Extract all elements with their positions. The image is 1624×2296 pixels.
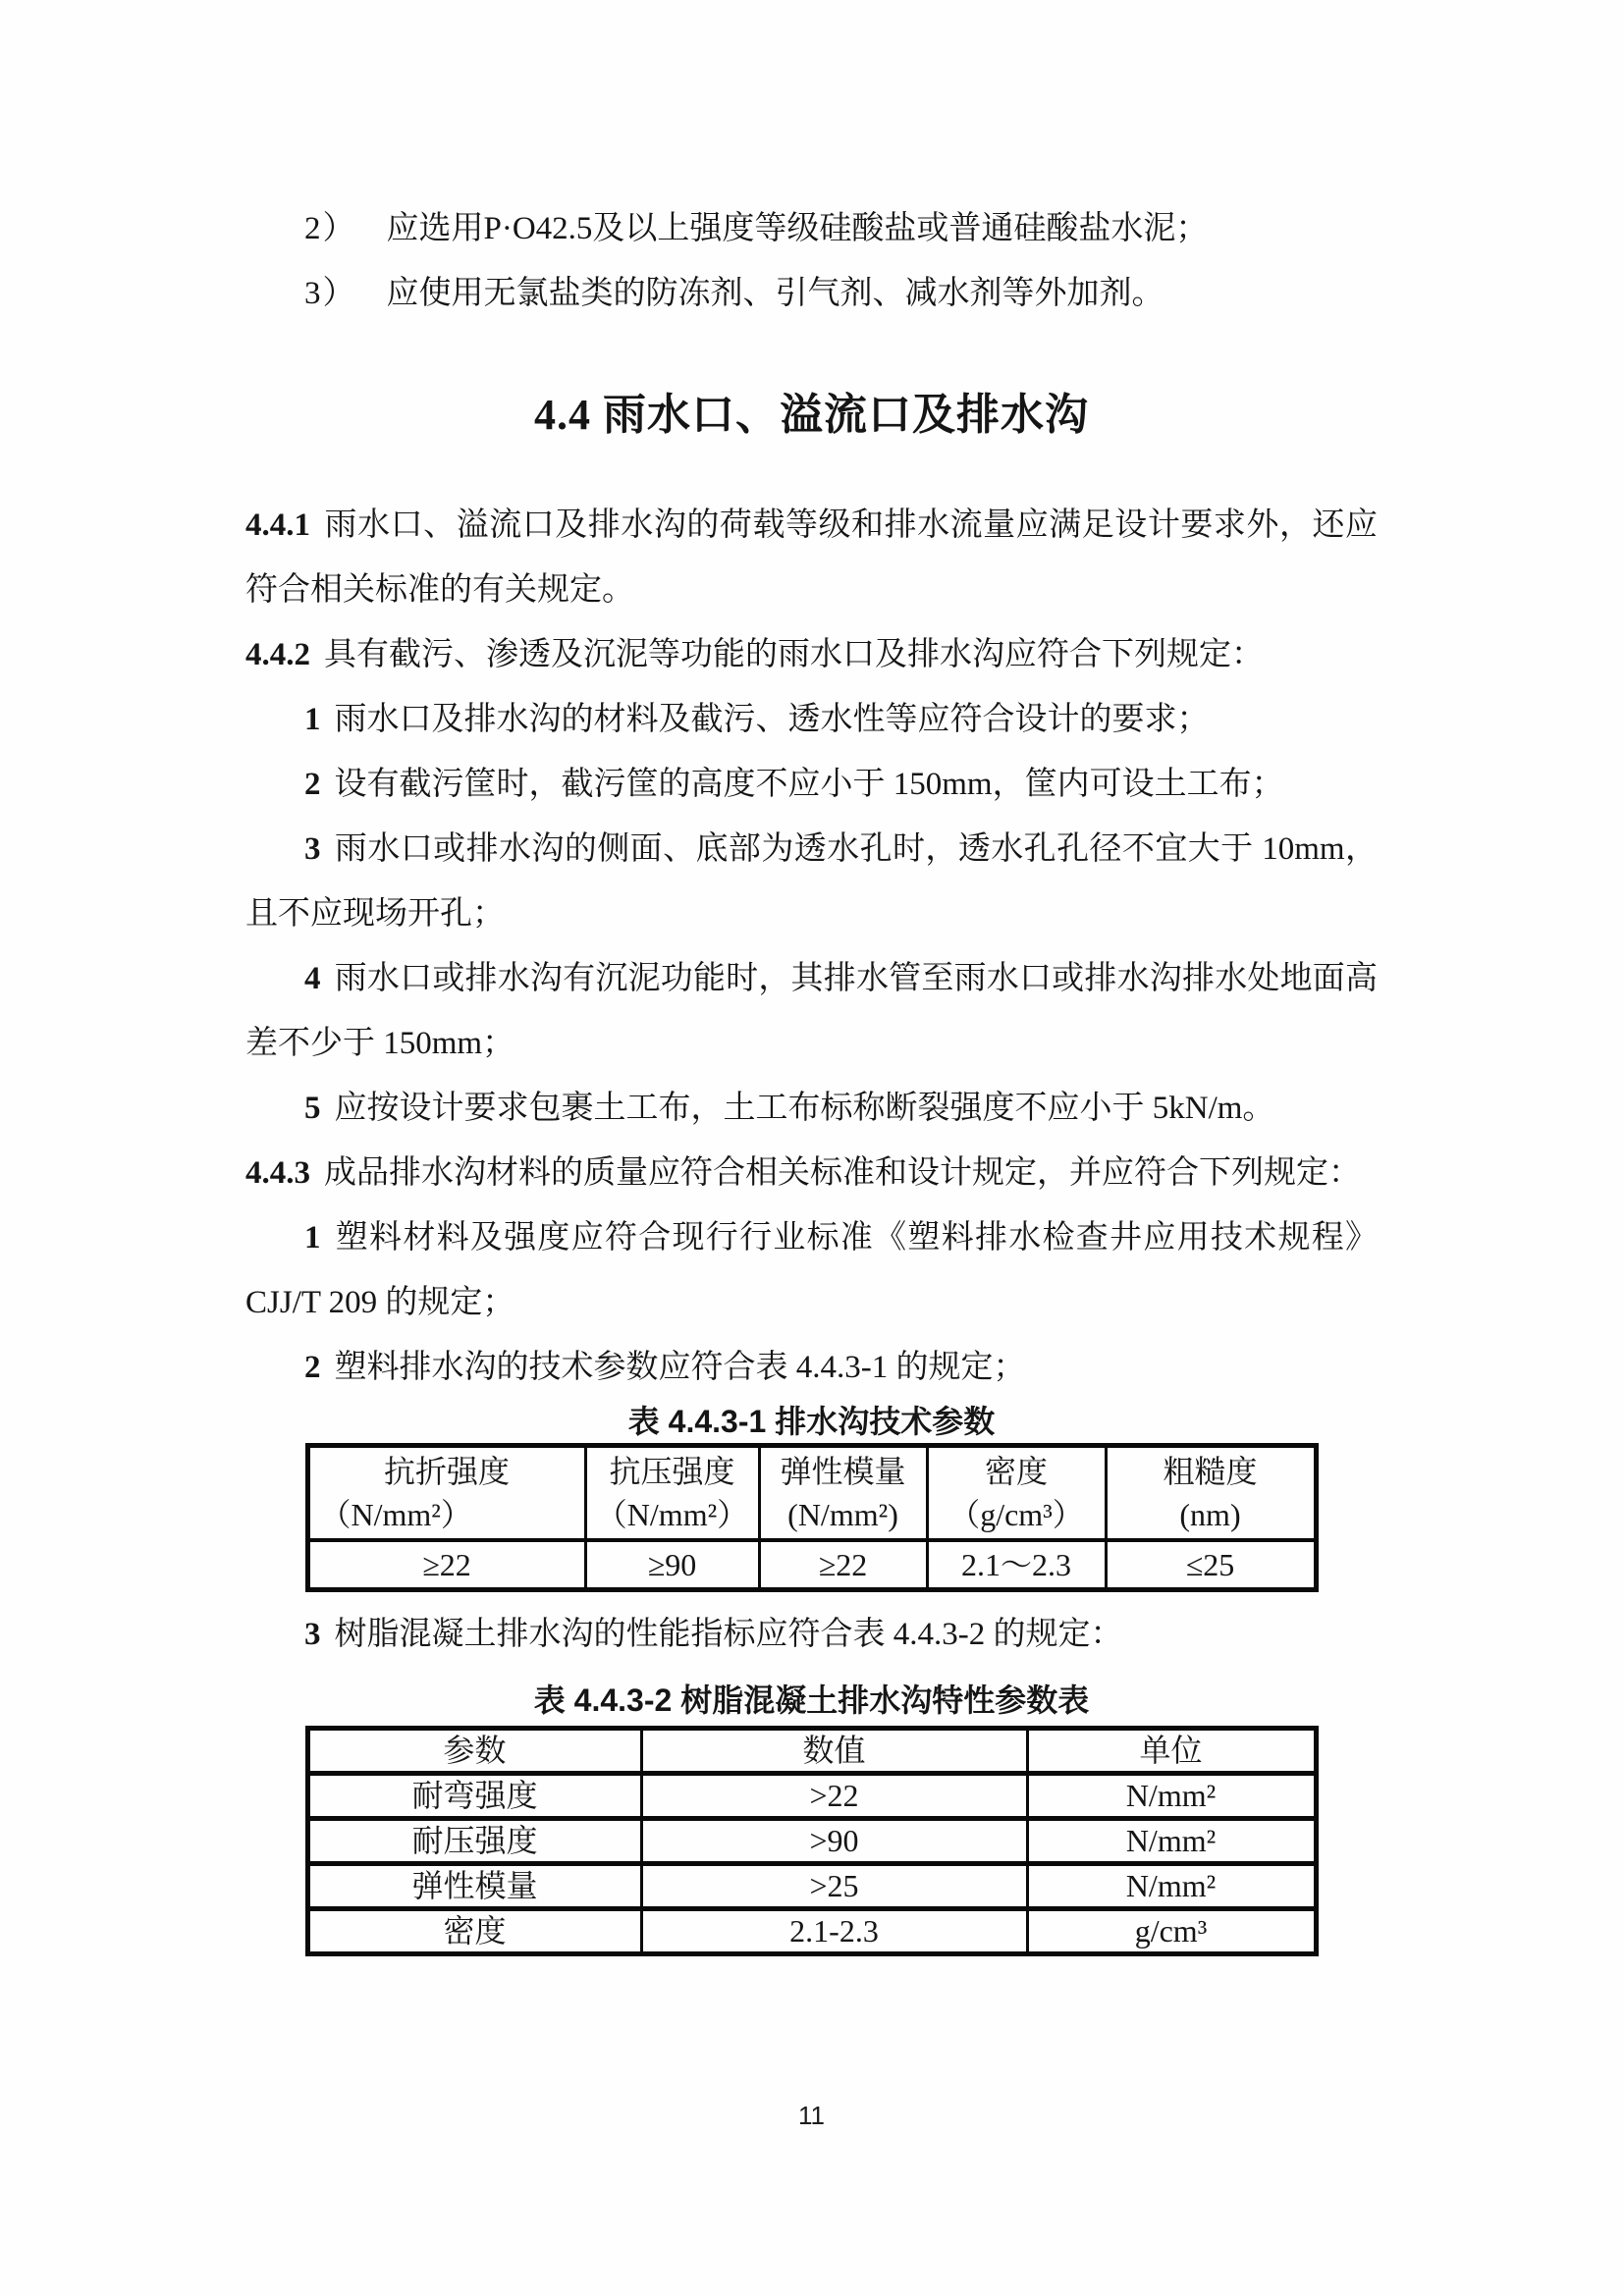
value-cell: ≥22 — [307, 1540, 585, 1590]
sub-item-number: 5 — [304, 1091, 321, 1126]
resin-concrete-params-table — [305, 1726, 1319, 1956]
param-cell: 密度 — [307, 1909, 641, 1954]
clause-4-4-1 — [245, 493, 1378, 622]
table-value-row — [307, 1540, 1316, 1590]
clause-number: 4.4.1 — [245, 507, 310, 543]
header-cell: 参数 — [307, 1729, 641, 1774]
clause-4-4-2 — [245, 622, 1378, 687]
clause-text: 具有截污、渗透及沉泥等功能的雨水口及排水沟应符合下列规定： — [324, 637, 1264, 672]
list-item-marker: 2） — [304, 211, 357, 246]
value-cell: >25 — [641, 1864, 1027, 1909]
value-cell: 2.1～2.3 — [927, 1540, 1106, 1590]
list-item-marker: 3） — [304, 276, 357, 311]
sub-item-number: 1 — [304, 702, 321, 737]
value-cell: ≥22 — [759, 1540, 927, 1590]
clause-text: 雨水口、溢流口及排水沟的荷载等级和排水流量应满足设计要求外，还应符合相关标准的有关规定。 — [245, 507, 1378, 608]
sub-item-3 — [245, 1602, 1378, 1667]
sub-item-5 — [245, 1076, 1378, 1141]
value-cell: 2.1-2.3 — [641, 1909, 1027, 1954]
table-2-caption: 表 4.4.3-2 树脂混凝土排水沟特性参数表 — [533, 1682, 1090, 1718]
table-1-caption: 表 4.4.3-1 排水沟技术参数 — [627, 1404, 996, 1439]
sub-item-number: 3 — [304, 831, 321, 867]
param-cell: 耐压强度 — [307, 1819, 641, 1864]
header-cell: 抗压强度 （N/mm²） — [585, 1446, 759, 1541]
header-cell: 单位 — [1027, 1729, 1316, 1774]
sub-item-text: 树脂混凝土排水沟的性能指标应符合表 4.4.3-2 的规定： — [334, 1617, 1123, 1652]
sub-item-number: 4 — [304, 961, 321, 996]
sub-item-4 — [245, 946, 1378, 1076]
intro-list — [245, 196, 1378, 326]
unit-cell: N/mm² — [1027, 1774, 1316, 1819]
list-item — [245, 196, 1378, 261]
drainage-tech-params-table — [305, 1443, 1319, 1592]
clause-text: 成品排水沟材料的质量应符合相关标准和设计规定，并应符合下列规定： — [324, 1155, 1361, 1191]
sub-item-text: 塑料排水沟的技术参数应符合表 4.4.3-1 的规定； — [334, 1350, 1026, 1385]
table-header-row — [307, 1446, 1316, 1541]
table-row — [307, 1864, 1316, 1909]
table-row — [307, 1819, 1316, 1864]
clause-number: 4.4.3 — [245, 1155, 310, 1191]
sub-item-2 — [245, 1335, 1378, 1400]
sub-item-1 — [245, 687, 1378, 752]
sub-item-number: 1 — [304, 1220, 321, 1255]
sub-item-1 — [245, 1205, 1378, 1335]
header-cell: 抗折强度 （N/mm²） — [307, 1446, 585, 1541]
sub-item-number: 2 — [304, 1350, 321, 1385]
clause-4-4-3 — [245, 1141, 1378, 1205]
sub-item-2 — [245, 752, 1378, 817]
sub-item-text: 设有截污筐时，截污筐的高度不应小于 150mm，筐内可设土工布； — [334, 767, 1284, 802]
page-number: 11 — [798, 2101, 825, 2130]
sub-item-text: 雨水口或排水沟有沉泥功能时，其排水管至雨水口或排水沟排水处地面高差不少于 150mm； — [245, 961, 1378, 1061]
sub-item-text: 塑料材料及强度应符合现行行业标准《塑料排水检查井应用技术规程》CJJ/T 209 的规定； — [245, 1220, 1378, 1320]
sub-item-text: 雨水口或排水沟的侧面、底部为透水孔时，透水孔孔径不宜大于 10mm，且不应现场开孔； — [245, 831, 1378, 932]
param-cell: 耐弯强度 — [307, 1774, 641, 1819]
value-cell: ≥90 — [585, 1540, 759, 1590]
sub-item-number: 2 — [304, 767, 321, 802]
value-cell: ≤25 — [1106, 1540, 1316, 1590]
table-row — [307, 1909, 1316, 1954]
table-row — [307, 1774, 1316, 1819]
header-cell: 粗糙度 (nm) — [1106, 1446, 1316, 1541]
unit-cell: g/cm³ — [1027, 1909, 1316, 1954]
clause-number: 4.4.2 — [245, 637, 310, 672]
unit-cell: N/mm² — [1027, 1864, 1316, 1909]
sub-item-number: 3 — [304, 1617, 321, 1652]
unit-cell: N/mm² — [1027, 1819, 1316, 1864]
sub-item-3 — [245, 817, 1378, 946]
sub-item-text: 雨水口及排水沟的材料及截污、透水性等应符合设计的要求； — [334, 702, 1210, 737]
header-cell: 弹性模量 (N/mm²) — [759, 1446, 927, 1541]
list-item-text: 应使用无氯盐类的防冻剂、引气剂、减水剂等外加剂。 — [386, 276, 1164, 311]
value-cell: >22 — [641, 1774, 1027, 1819]
list-item-text: 应选用P·O42.5及以上强度等级硅酸盐或普通硅酸盐水泥； — [386, 211, 1209, 246]
list-item — [245, 261, 1378, 326]
table-header-row — [307, 1729, 1316, 1774]
value-cell: >90 — [641, 1819, 1027, 1864]
section-heading: 4.4 雨水口、溢流口及排水沟 — [534, 391, 1089, 439]
sub-item-text: 应按设计要求包裹土工布，土工布标称断裂强度不应小于 5kN/m。 — [334, 1091, 1275, 1126]
param-cell: 弹性模量 — [307, 1864, 641, 1909]
header-cell: 密度 （g/cm³） — [927, 1446, 1106, 1541]
header-cell: 数值 — [641, 1729, 1027, 1774]
